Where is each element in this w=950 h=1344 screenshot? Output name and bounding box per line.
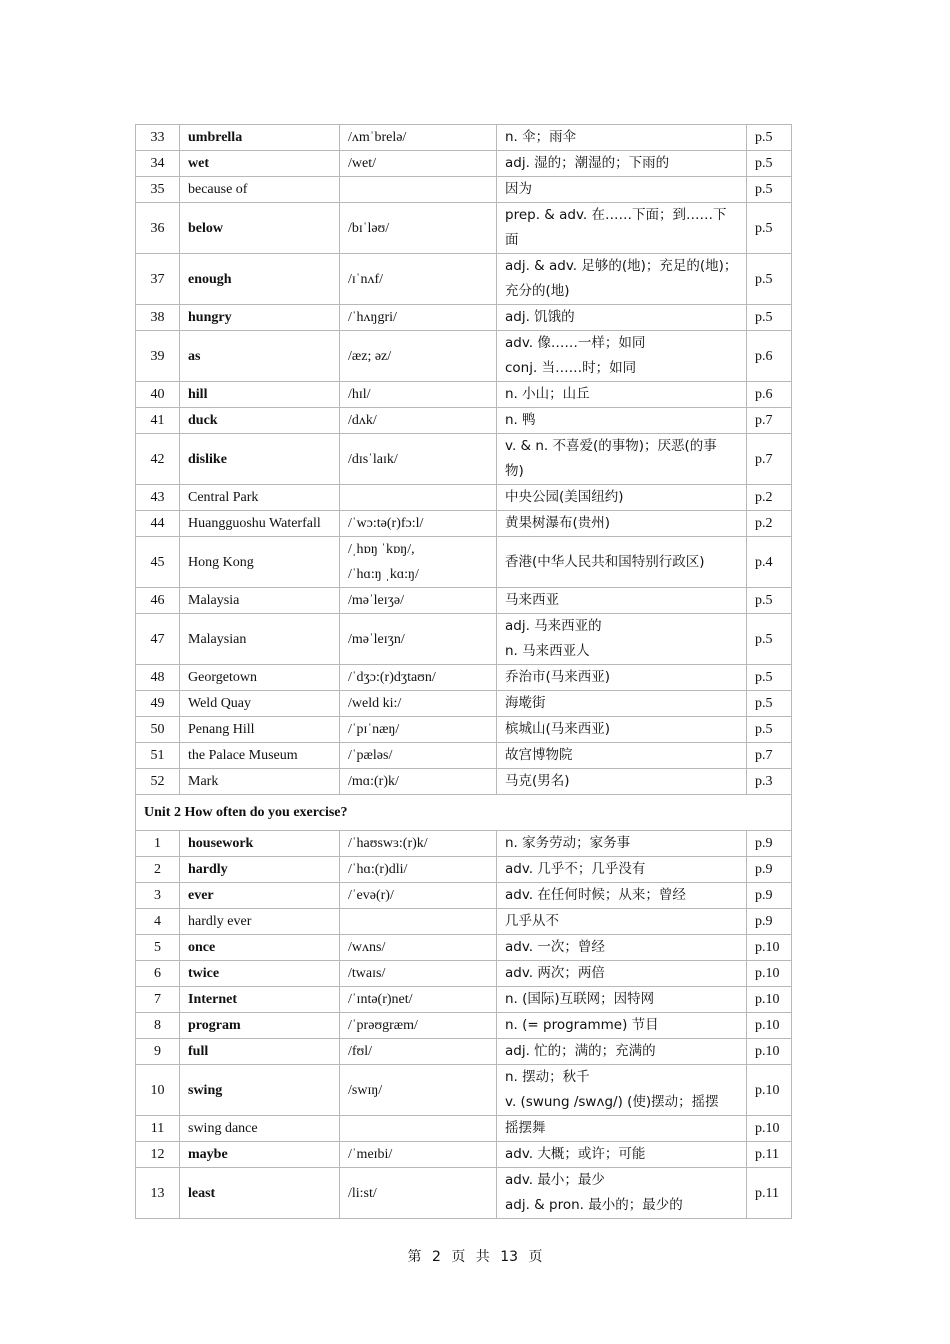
meaning-cell xyxy=(497,961,747,987)
meaning-line: adj. & pron. 最小的；最少的 xyxy=(505,1197,683,1213)
phonetic-line: /ˈprəʊgræm/ xyxy=(348,1018,418,1033)
meaning-line: 摇摆舞 xyxy=(505,1120,546,1136)
phonetic-cell xyxy=(340,987,497,1013)
vocab-word: below xyxy=(180,203,340,254)
phonetic-line: /li:st/ xyxy=(348,1185,377,1201)
table-row xyxy=(136,909,792,935)
row-number: 51 xyxy=(136,743,180,769)
vocab-word: maybe xyxy=(180,1142,340,1168)
page-ref: p.7 xyxy=(747,434,792,485)
meaning-cell xyxy=(497,434,747,485)
table-row xyxy=(136,935,792,961)
vocab-word: ever xyxy=(180,883,340,909)
footer-ye: 页 xyxy=(451,1249,466,1265)
phonetic-cell xyxy=(340,883,497,909)
row-number: 49 xyxy=(136,691,180,717)
row-number: 50 xyxy=(136,717,180,743)
vocab-word: umbrella xyxy=(180,125,340,151)
vocab-word: as xyxy=(180,331,340,382)
meaning-line: adv. 大概；或许；可能 xyxy=(505,1146,646,1162)
vocab-table-body-b xyxy=(136,831,792,1219)
vocab-word: hill xyxy=(180,382,340,408)
phonetic-cell xyxy=(340,254,497,305)
meaning-line: v. (swung /swʌg/) (使)摆动；摇摆 xyxy=(505,1094,719,1110)
meaning-cell xyxy=(497,769,747,795)
table-row xyxy=(136,588,792,614)
meaning-line: 槟城山(马来西亚) xyxy=(505,721,611,737)
phonetic-cell xyxy=(340,1065,497,1116)
phonetic-line: /weld ki:/ xyxy=(348,696,402,711)
meaning-line: 几乎从不 xyxy=(505,913,559,929)
page-ref: p.7 xyxy=(747,743,792,769)
row-number: 9 xyxy=(136,1039,180,1065)
phonetic-cell xyxy=(340,717,497,743)
vocab-word: full xyxy=(180,1039,340,1065)
phonetic-cell xyxy=(340,434,497,485)
meaning-cell xyxy=(497,1065,747,1116)
table-row xyxy=(136,382,792,408)
meaning-line: 因为 xyxy=(505,181,532,197)
meaning-line: adj. 饥饿的 xyxy=(505,309,575,325)
phonetic-line: /ˈpæləs/ xyxy=(348,748,393,763)
unit-header-section xyxy=(136,795,792,831)
page-ref: p.10 xyxy=(747,1013,792,1039)
phonetic-cell xyxy=(340,961,497,987)
meaning-cell xyxy=(497,382,747,408)
table-row xyxy=(136,1116,792,1142)
phonetic-line: /æz; əz/ xyxy=(348,348,392,364)
meaning-line: conj. 当……时；如同 xyxy=(505,360,637,376)
phonetic-line: /dɪsˈlaɪk/ xyxy=(348,451,398,467)
phonetic-line: /twaɪs/ xyxy=(348,966,386,981)
phonetic-cell xyxy=(340,935,497,961)
vocab-word: dislike xyxy=(180,434,340,485)
page-ref: p.9 xyxy=(747,857,792,883)
meaning-line: adj. 湿的；潮湿的；下雨的 xyxy=(505,155,670,171)
meaning-line: 黄果树瀑布(贵州) xyxy=(505,515,611,531)
row-number: 4 xyxy=(136,909,180,935)
row-number: 12 xyxy=(136,1142,180,1168)
meaning-cell xyxy=(497,1013,747,1039)
meaning-line: n. 鸭 xyxy=(505,412,536,428)
row-number: 34 xyxy=(136,151,180,177)
row-number: 42 xyxy=(136,434,180,485)
table-row xyxy=(136,665,792,691)
meaning-line: 故宫博物院 xyxy=(505,747,573,763)
phonetic-cell xyxy=(340,151,497,177)
meaning-line: prep. & adv. 在……下面；到……下 xyxy=(505,207,727,223)
phonetic-cell xyxy=(340,203,497,254)
page-ref: p.3 xyxy=(747,769,792,795)
meaning-cell xyxy=(497,987,747,1013)
table-row xyxy=(136,1039,792,1065)
row-number: 10 xyxy=(136,1065,180,1116)
meaning-cell xyxy=(497,203,747,254)
vocab-table-body-a xyxy=(136,125,792,795)
phonetic-cell xyxy=(340,408,497,434)
phonetic-cell xyxy=(340,485,497,511)
row-number: 44 xyxy=(136,511,180,537)
row-number: 11 xyxy=(136,1116,180,1142)
phonetic-line: /məˈleɪʒə/ xyxy=(348,593,404,608)
row-number: 3 xyxy=(136,883,180,909)
row-number: 48 xyxy=(136,665,180,691)
phonetic-line: /wʌns/ xyxy=(348,940,386,955)
meaning-line: 乔治市(马来西亚) xyxy=(505,669,611,685)
page-ref: p.5 xyxy=(747,614,792,665)
page-ref: p.6 xyxy=(747,331,792,382)
meaning-line: adj. & adv. 足够的(地)；充足的(地)； xyxy=(505,258,738,274)
vocab-word: Huangguoshu Waterfall xyxy=(180,511,340,537)
meaning-line: 海墘街 xyxy=(505,695,546,711)
phonetic-cell xyxy=(340,588,497,614)
row-number: 13 xyxy=(136,1168,180,1219)
footer-ye2: 页 xyxy=(528,1249,543,1265)
table-row xyxy=(136,857,792,883)
row-number: 2 xyxy=(136,857,180,883)
meaning-cell xyxy=(497,125,747,151)
page-ref: p.10 xyxy=(747,1039,792,1065)
vocab-word: least xyxy=(180,1168,340,1219)
vocab-word: swing xyxy=(180,1065,340,1116)
row-number: 39 xyxy=(136,331,180,382)
page-ref: p.5 xyxy=(747,691,792,717)
vocab-word: duck xyxy=(180,408,340,434)
phonetic-line: /hɪl/ xyxy=(348,387,371,402)
meaning-cell xyxy=(497,935,747,961)
meaning-cell xyxy=(497,717,747,743)
meaning-cell xyxy=(497,614,747,665)
phonetic-line: /ˈdʒɔ:(r)dʒtaʊn/ xyxy=(348,670,436,685)
meaning-cell xyxy=(497,305,747,331)
table-row xyxy=(136,254,792,305)
meaning-line: 中央公园(美国纽约) xyxy=(505,489,624,505)
page-ref: p.6 xyxy=(747,382,792,408)
meaning-cell xyxy=(497,537,747,588)
page-ref: p.10 xyxy=(747,1116,792,1142)
meaning-line: 充分的(地) xyxy=(505,283,570,299)
vocab-word: Georgetown xyxy=(180,665,340,691)
table-row xyxy=(136,691,792,717)
page-ref: p.5 xyxy=(747,665,792,691)
vocab-word: the Palace Museum xyxy=(180,743,340,769)
meaning-cell xyxy=(497,485,747,511)
phonetic-line: /ʌmˈbrelə/ xyxy=(348,130,407,145)
row-number: 46 xyxy=(136,588,180,614)
phonetic-line: /fʊl/ xyxy=(348,1044,373,1059)
row-number: 43 xyxy=(136,485,180,511)
table-row xyxy=(136,717,792,743)
meaning-cell xyxy=(497,177,747,203)
unit-header-row xyxy=(136,795,792,831)
table-row xyxy=(136,1168,792,1219)
phonetic-line: /swɪŋ/ xyxy=(348,1082,383,1098)
page-ref: p.5 xyxy=(747,151,792,177)
vocab-word: housework xyxy=(180,831,340,857)
meaning-line: n. 家务劳动；家务事 xyxy=(505,835,631,851)
table-row xyxy=(136,408,792,434)
page-ref: p.10 xyxy=(747,935,792,961)
page-ref: p.10 xyxy=(747,961,792,987)
table-row xyxy=(136,151,792,177)
phonetic-cell xyxy=(340,743,497,769)
meaning-line: n. 马来西亚人 xyxy=(505,643,590,659)
meaning-line: n. (国际)互联网；因特网 xyxy=(505,991,655,1007)
meaning-line: 香港(中华人民共和国特别行政区) xyxy=(505,553,705,570)
phonetic-line: /mɑ:(r)k/ xyxy=(348,774,399,789)
row-number: 5 xyxy=(136,935,180,961)
page-ref: p.9 xyxy=(747,831,792,857)
page-ref: p.5 xyxy=(747,305,792,331)
vocab-word: program xyxy=(180,1013,340,1039)
meaning-cell xyxy=(497,254,747,305)
page-ref: p.9 xyxy=(747,883,792,909)
phonetic-cell xyxy=(340,1039,497,1065)
phonetic-line: /wet/ xyxy=(348,156,376,171)
vocab-word: Malaysia xyxy=(180,588,340,614)
phonetic-cell xyxy=(340,909,497,935)
page-ref: p.5 xyxy=(747,588,792,614)
footer-total-pages: 13 xyxy=(500,1249,519,1265)
meaning-cell xyxy=(497,1168,747,1219)
table-row xyxy=(136,203,792,254)
table-row xyxy=(136,511,792,537)
phonetic-line: /bɪˈləʊ/ xyxy=(348,220,390,236)
table-row xyxy=(136,961,792,987)
page-ref: p.7 xyxy=(747,408,792,434)
table-row xyxy=(136,1142,792,1168)
page-ref: p.2 xyxy=(747,485,792,511)
page-ref: p.5 xyxy=(747,125,792,151)
phonetic-cell xyxy=(340,1142,497,1168)
row-number: 7 xyxy=(136,987,180,1013)
meaning-cell xyxy=(497,691,747,717)
phonetic-line: /məˈleɪʒn/ xyxy=(348,631,405,647)
page-ref: p.5 xyxy=(747,177,792,203)
meaning-cell xyxy=(497,1039,747,1065)
row-number: 47 xyxy=(136,614,180,665)
phonetic-cell xyxy=(340,691,497,717)
page-ref: p.4 xyxy=(747,537,792,588)
table-row xyxy=(136,987,792,1013)
table-row xyxy=(136,1013,792,1039)
meaning-line: adv. 一次；曾经 xyxy=(505,939,605,955)
table-row xyxy=(136,614,792,665)
phonetic-cell xyxy=(340,665,497,691)
table-row xyxy=(136,485,792,511)
vocab-word: twice xyxy=(180,961,340,987)
meaning-line: adj. 马来西亚的 xyxy=(505,618,602,634)
meaning-line: adv. 几乎不；几乎没有 xyxy=(505,861,646,877)
vocab-word: hungry xyxy=(180,305,340,331)
phonetic-line: /ɪˈnʌf/ xyxy=(348,271,383,287)
phonetic-cell xyxy=(340,125,497,151)
row-number: 52 xyxy=(136,769,180,795)
meaning-line: adj. 忙的；满的；充满的 xyxy=(505,1043,656,1059)
table-row xyxy=(136,883,792,909)
page-ref: p.9 xyxy=(747,909,792,935)
phonetic-cell xyxy=(340,511,497,537)
meaning-line: n. 伞；雨伞 xyxy=(505,129,577,145)
meaning-cell xyxy=(497,408,747,434)
vocab-word: wet xyxy=(180,151,340,177)
footer-gong: 共 xyxy=(475,1249,490,1265)
phonetic-line: /ˈhaʊswɜ:(r)k/ xyxy=(348,836,428,851)
phonetic-line: /dʌk/ xyxy=(348,413,377,428)
vocab-word: hardly xyxy=(180,857,340,883)
vocab-word: Hong Kong xyxy=(180,537,340,588)
meaning-line: n. 摆动；秋千 xyxy=(505,1069,590,1085)
vocab-word: Internet xyxy=(180,987,340,1013)
vocab-word: enough xyxy=(180,254,340,305)
page-ref: p.2 xyxy=(747,511,792,537)
vocab-word: Penang Hill xyxy=(180,717,340,743)
footer-page-number: 2 xyxy=(431,1249,441,1265)
row-number: 37 xyxy=(136,254,180,305)
phonetic-line: /ˈwɔ:tə(r)fɔ:l/ xyxy=(348,516,424,531)
meaning-cell xyxy=(497,909,747,935)
row-number: 45 xyxy=(136,537,180,588)
row-number: 41 xyxy=(136,408,180,434)
phonetic-cell xyxy=(340,382,497,408)
table-row xyxy=(136,305,792,331)
meaning-line: 马来西亚 xyxy=(505,592,559,608)
meaning-line: 面 xyxy=(505,232,519,248)
meaning-cell xyxy=(497,743,747,769)
phonetic-cell xyxy=(340,614,497,665)
vocab-word: hardly ever xyxy=(180,909,340,935)
phonetic-cell xyxy=(340,857,497,883)
footer-di: 第 xyxy=(407,1249,422,1265)
table-row xyxy=(136,769,792,795)
row-number: 35 xyxy=(136,177,180,203)
row-number: 38 xyxy=(136,305,180,331)
meaning-cell xyxy=(497,831,747,857)
phonetic-cell xyxy=(340,537,497,588)
meaning-line: 马克(男名) xyxy=(505,773,570,789)
phonetic-line: /ˌhɒŋ ˈkɒŋ/, xyxy=(348,542,415,557)
meaning-line: adv. 两次；两倍 xyxy=(505,965,605,981)
row-number: 1 xyxy=(136,831,180,857)
meaning-line: adv. 像……一样；如同 xyxy=(505,335,646,351)
meaning-cell xyxy=(497,1116,747,1142)
meaning-line: n. (= programme) 节目 xyxy=(505,1017,659,1033)
meaning-line: 物) xyxy=(505,463,524,479)
page-ref: p.5 xyxy=(747,254,792,305)
table-row xyxy=(136,434,792,485)
phonetic-line: /ˈhɑ:(r)dli/ xyxy=(348,862,408,877)
row-number: 33 xyxy=(136,125,180,151)
unit-header: Unit 2 How often do you exercise? xyxy=(136,795,792,831)
table-row xyxy=(136,331,792,382)
vocab-table xyxy=(135,124,792,1219)
phonetic-line: /ˈhɑ:ŋ ˌkɑ:ŋ/ xyxy=(348,567,419,582)
phonetic-cell xyxy=(340,331,497,382)
row-number: 8 xyxy=(136,1013,180,1039)
meaning-cell xyxy=(497,331,747,382)
page-ref: p.5 xyxy=(747,203,792,254)
table-row xyxy=(136,1065,792,1116)
page-footer xyxy=(0,1246,950,1266)
phonetic-cell xyxy=(340,769,497,795)
phonetic-line: /ˈmeɪbi/ xyxy=(348,1147,393,1162)
vocab-word: swing dance xyxy=(180,1116,340,1142)
meaning-cell xyxy=(497,511,747,537)
meaning-cell xyxy=(497,665,747,691)
phonetic-cell xyxy=(340,177,497,203)
page-ref: p.10 xyxy=(747,1065,792,1116)
phonetic-line: /ˈevə(r)/ xyxy=(348,888,394,903)
row-number: 6 xyxy=(136,961,180,987)
vocab-word: Malaysian xyxy=(180,614,340,665)
vocab-word: Central Park xyxy=(180,485,340,511)
page-ref: p.11 xyxy=(747,1168,792,1219)
meaning-cell xyxy=(497,151,747,177)
meaning-cell xyxy=(497,588,747,614)
vocab-word: because of xyxy=(180,177,340,203)
vocab-word: Mark xyxy=(180,769,340,795)
phonetic-line: /ˈɪntə(r)net/ xyxy=(348,992,413,1007)
table-row xyxy=(136,537,792,588)
phonetic-cell xyxy=(340,1013,497,1039)
phonetic-cell xyxy=(340,1116,497,1142)
meaning-cell xyxy=(497,1142,747,1168)
page-ref: p.11 xyxy=(747,1142,792,1168)
vocab-word: once xyxy=(180,935,340,961)
phonetic-line: /ˈhʌŋgri/ xyxy=(348,310,397,325)
phonetic-line: /ˈpɪˈnæŋ/ xyxy=(348,722,400,737)
page-ref: p.10 xyxy=(747,987,792,1013)
table-row xyxy=(136,125,792,151)
table-row xyxy=(136,177,792,203)
phonetic-cell xyxy=(340,831,497,857)
phonetic-cell xyxy=(340,1168,497,1219)
table-row xyxy=(136,831,792,857)
meaning-cell xyxy=(497,883,747,909)
meaning-cell xyxy=(497,857,747,883)
meaning-line: n. 小山；山丘 xyxy=(505,386,590,402)
page-ref: p.5 xyxy=(747,717,792,743)
row-number: 40 xyxy=(136,382,180,408)
meaning-line: v. & n. 不喜爱(的事物)；厌恶(的事 xyxy=(505,438,717,454)
table-row xyxy=(136,743,792,769)
meaning-line: adv. 最小；最少 xyxy=(505,1172,605,1188)
phonetic-cell xyxy=(340,305,497,331)
vocab-word: Weld Quay xyxy=(180,691,340,717)
row-number: 36 xyxy=(136,203,180,254)
meaning-line: adv. 在任何时候；从来；曾经 xyxy=(505,887,686,903)
